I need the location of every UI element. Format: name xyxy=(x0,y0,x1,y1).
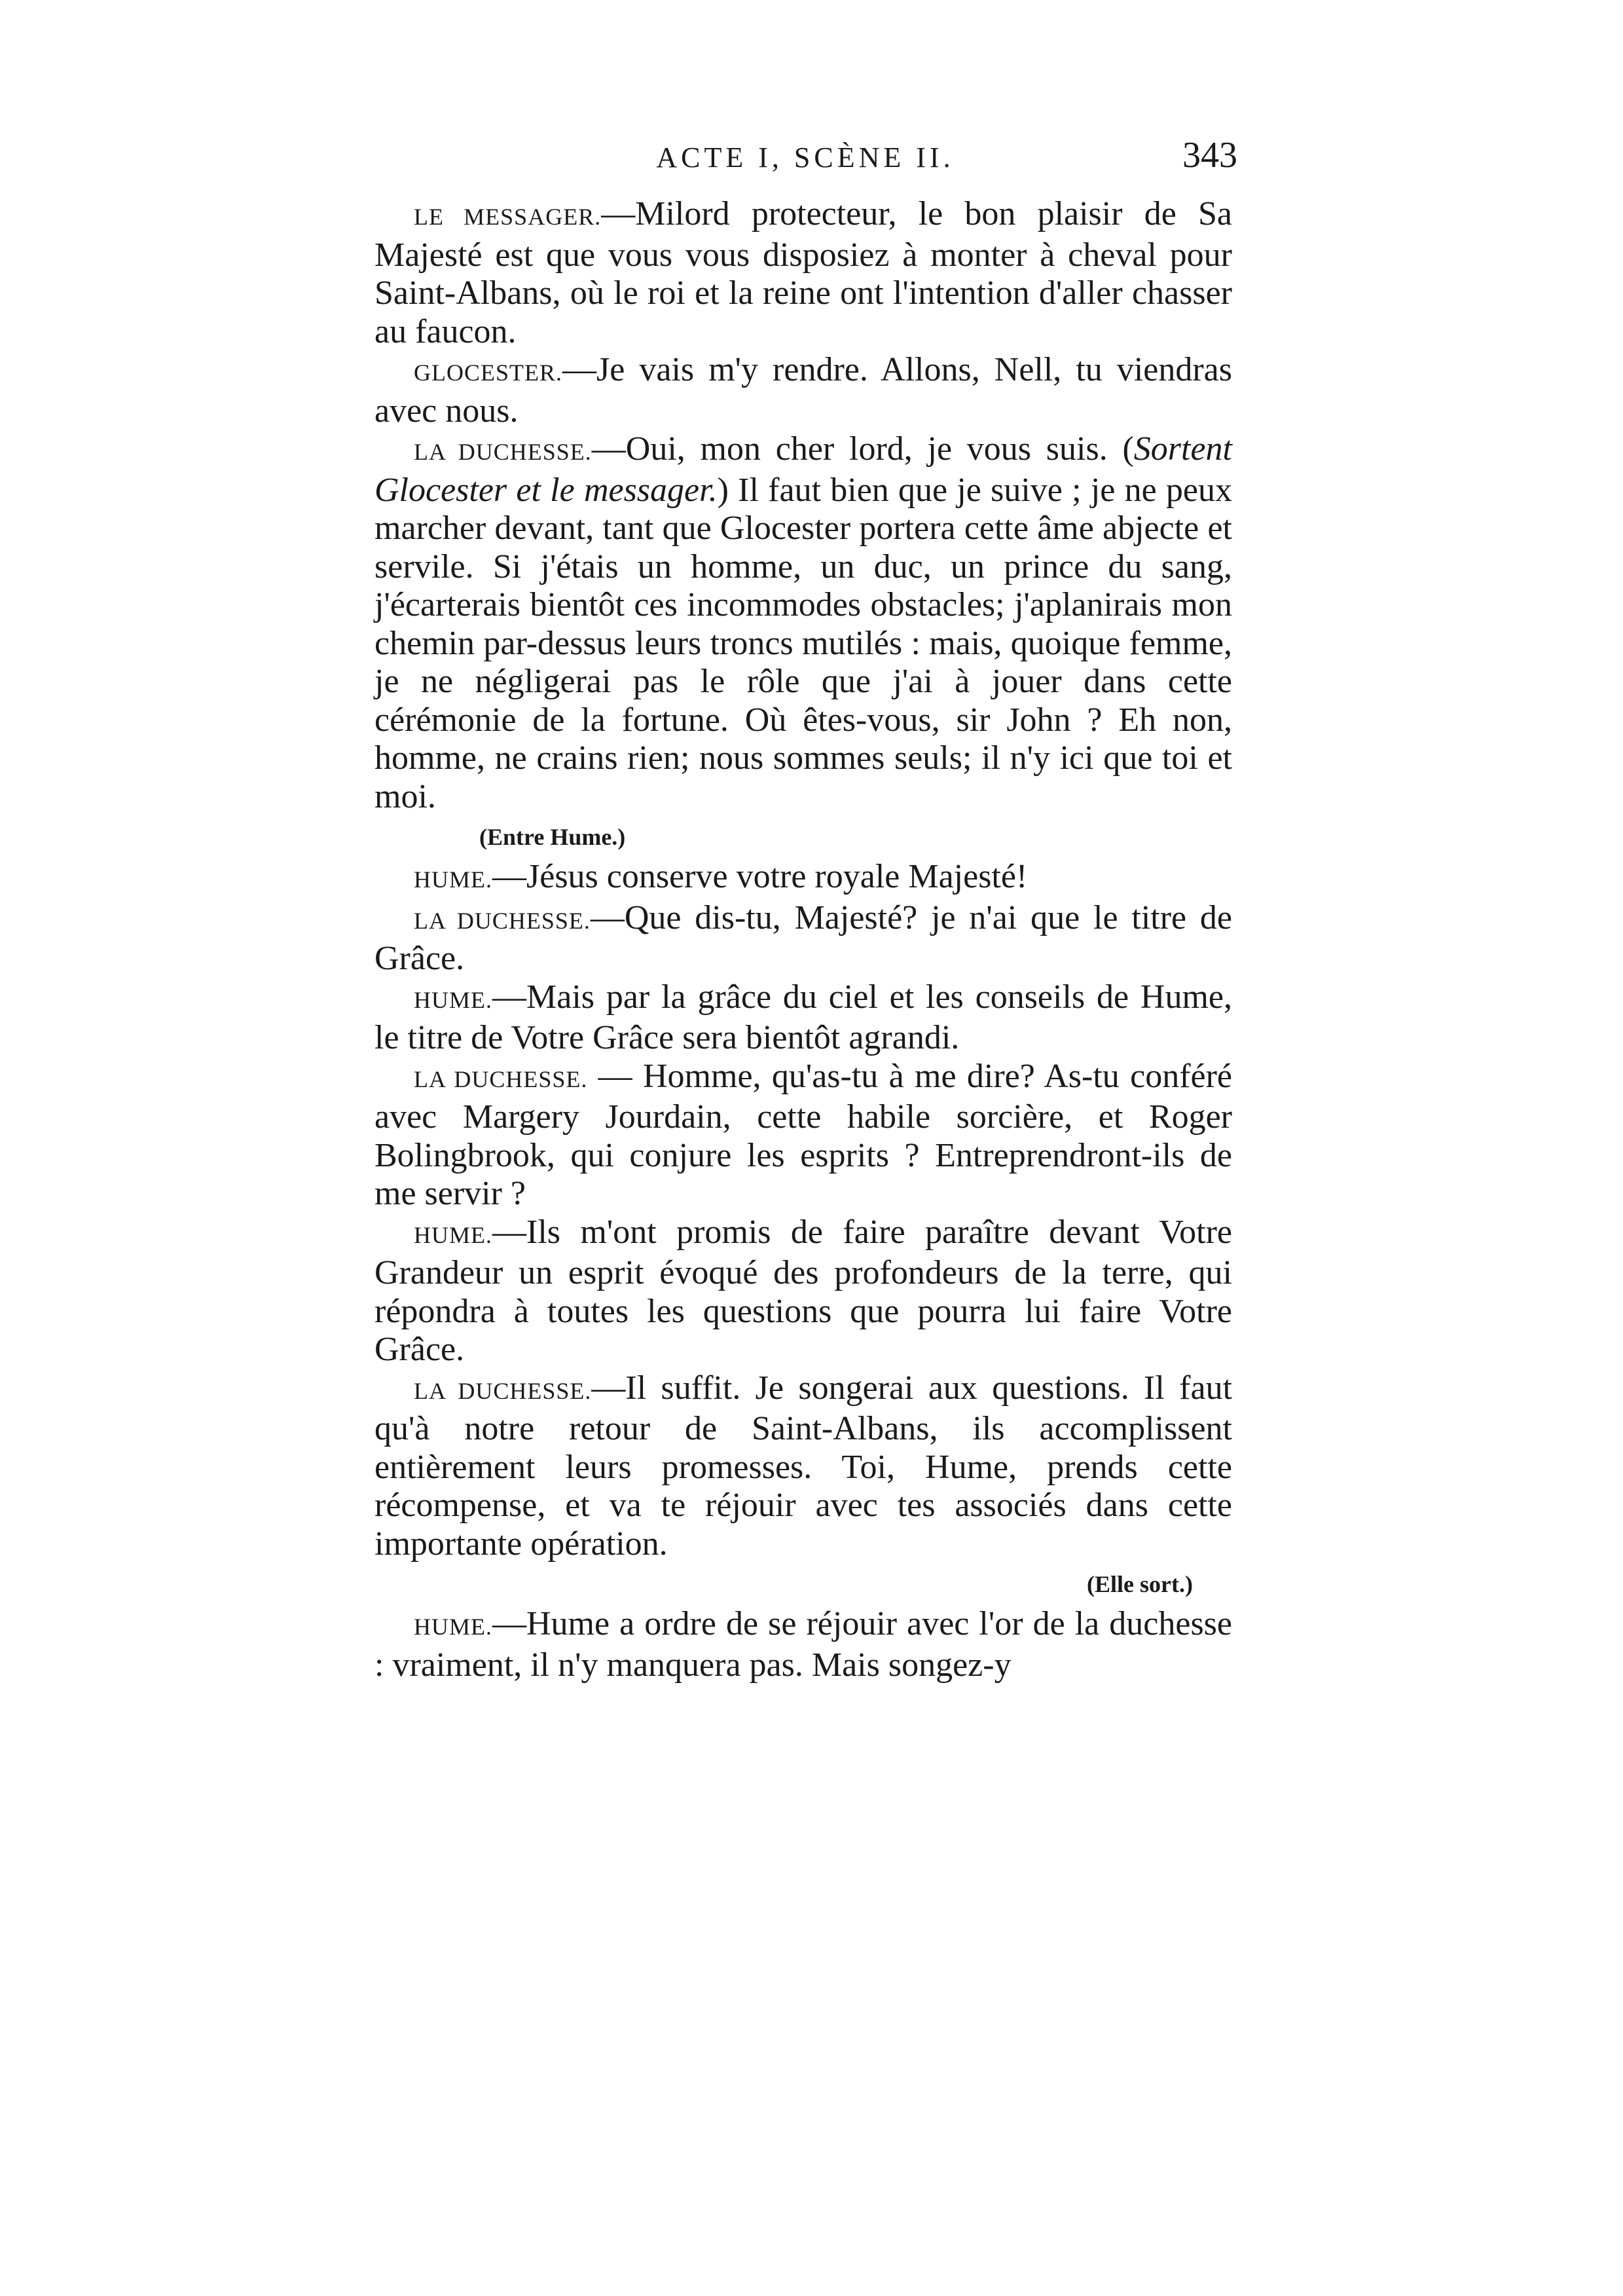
stage-direction-exit: (Elle sort.) xyxy=(1087,1571,1193,1597)
running-head: ACTE I, SCÈNE II. xyxy=(656,141,955,174)
speech-duchesse xyxy=(374,899,1232,978)
speaker-name: LA DUCHESSE. xyxy=(414,1377,592,1404)
page-header xyxy=(373,134,1237,180)
speaker-name: LA DUCHESSE. xyxy=(414,439,592,465)
speech-hume xyxy=(374,858,1232,899)
speech-text: —Oui, mon cher lord, je vous suis. ( xyxy=(591,430,1134,468)
speech-text: —Hume a ordre de se réjouir avec l'or de la duchesse : vraiment, il n'y manquera pas. Mais songez-y xyxy=(374,1605,1232,1684)
speaker-name: LE MESSAGER. xyxy=(414,204,602,230)
speaker-name: HUME. xyxy=(414,1614,492,1640)
speech-text: —Que dis-tu, Majesté? je n'ai que le titre de Grâce. xyxy=(374,898,1233,977)
speech-text: —Il suffit. Je songerai aux questions. Il faut qu'à notre retour de Saint-Albans, ils accomplissent entièrement leurs promesses. Toi, Hume, prends cette récompense, et va te réjouir avec tes associés dans cette importante opération. xyxy=(374,1369,1233,1563)
speech-hume xyxy=(374,978,1232,1058)
speech-text: —Mais par la grâce du ciel et les conseils de Hume, le titre de Votre Grâce sera bientôt agrandi. xyxy=(374,978,1232,1056)
speech-duchesse xyxy=(374,1058,1232,1213)
play-text xyxy=(374,195,1232,1684)
speech-hume xyxy=(374,1213,1232,1369)
page-number: 343 xyxy=(1182,135,1237,176)
speech-text: —Jésus conserve votre royale Majesté! xyxy=(492,858,1028,895)
speech-text: —Milord protecteur, le bon plaisir de Sa Majesté est que vous vous disposiez à monter à cheval pour Saint-Albans, où le roi et la reine ont l'intention d'aller chasser au faucon. xyxy=(374,195,1232,350)
speech-text: —Je vais m'y rendre. Allons, Nell, tu viendras avec nous. xyxy=(374,351,1232,430)
speaker-name: LA DUCHESSE. xyxy=(414,907,591,934)
speaker-name: LA DUCHESSE. xyxy=(414,1065,588,1092)
speaker-name: HUME. xyxy=(414,866,492,893)
speech-hume xyxy=(374,1605,1232,1684)
speech-glocester xyxy=(374,351,1232,430)
speech-duchesse xyxy=(374,430,1232,816)
speech-duchesse xyxy=(374,1369,1232,1564)
speech-text: —Ils m'ont promis de faire paraître devant Votre Grandeur un esprit évoqué des profondeurs de la terre, qui répondra à toutes les questions que pourra lui faire Votre Grâce. xyxy=(374,1213,1232,1368)
speech-messager xyxy=(374,195,1232,351)
speaker-name: HUME. xyxy=(414,986,492,1013)
stage-direction-entrance: (Entre Hume.) xyxy=(479,824,626,850)
stage-direction-inline: Sortent Glocester et le messager. xyxy=(374,430,1233,509)
speaker-name: GLOCESTER. xyxy=(414,360,563,386)
speaker-name: HUME. xyxy=(414,1221,492,1248)
speech-text-continued: ) Il faut bien que je suive ; je ne peux marcher devant, tant que Glocester portera cette âme abjecte et servile. Si j'étais un homme, un duc, un prince du sang, j'écarterais bientôt ces incommodes obstacles; j'aplanirais mon chemin par-dessus leurs troncs mutilés : mais, quoique femme, je ne négligerai pas le rôle que j'ai à jouer dans cette cérémonie de la fortune. Où êtes-vous, sir John ? Eh non, homme, ne crains rien; nous sommes seuls; il n'y ici que toi et moi. xyxy=(374,471,1232,815)
speech-text: — Homme, qu'as-tu à me dire? As-tu conféré avec Margery Jourdain, cette habile sorcière, et Roger Bolingbrook, qui conjure les esprits ? Entreprendront-ils de me servir ? xyxy=(374,1057,1232,1212)
